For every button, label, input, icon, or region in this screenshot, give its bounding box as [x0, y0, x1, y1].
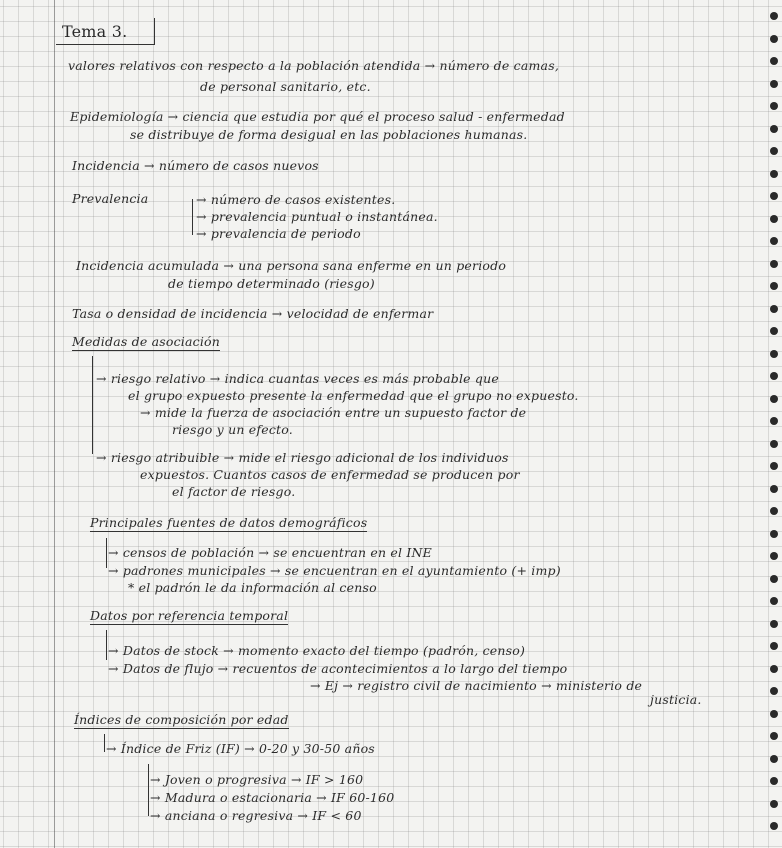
binding-hole: [770, 777, 778, 785]
note-line: → padrones municipales → se encuentran en el ayuntamiento (+ imp): [108, 563, 561, 578]
note-line: Incidencia → número de casos nuevos: [72, 158, 319, 173]
page-title: Tema 3.: [62, 22, 128, 41]
note-line: → prevalencia puntual o instantánea.: [196, 209, 438, 224]
note-line: → Ej → registro civil de nacimiento → ministerio de: [310, 678, 643, 693]
bracket: [106, 538, 107, 568]
binding-hole: [770, 170, 778, 178]
binding-hole: [770, 102, 778, 110]
binding-hole: [770, 372, 778, 380]
binding-hole: [770, 305, 778, 313]
binding-hole: [770, 530, 778, 538]
note-line: el grupo expuesto presente la enfermedad que el grupo no expuesto.: [128, 388, 579, 403]
note-line: el factor de riesgo.: [172, 484, 296, 499]
binding-hole: [770, 462, 778, 470]
binding-hole: [770, 350, 778, 358]
note-line: → riesgo relativo → indica cuantas veces es más probable que: [96, 371, 499, 386]
binding-hole: [770, 260, 778, 268]
note-line: → Datos de stock → momento exacto del tiempo (padrón, censo): [108, 643, 526, 658]
note-line: se distribuye de forma desigual en las poblaciones humanas.: [130, 127, 528, 142]
binding-hole: [770, 485, 778, 493]
note-line: → prevalencia de periodo: [196, 226, 361, 241]
note-line: → censos de población → se encuentran en el INE: [108, 545, 432, 560]
binding-hole: [770, 642, 778, 650]
section-heading: Principales fuentes de datos demográficos: [90, 515, 368, 530]
binding-hole: [770, 215, 778, 223]
binding-hole: [770, 327, 778, 335]
note-line: * el padrón le da información al censo: [128, 580, 377, 595]
margin-line: [54, 0, 55, 848]
binding-hole: [770, 800, 778, 808]
bracket: [92, 356, 93, 454]
note-line: Tasa o densidad de incidencia → velocidad de enfermar: [72, 306, 434, 321]
binding-hole: [770, 282, 778, 290]
note-line: Incidencia acumulada → una persona sana enferme en un periodo: [76, 258, 507, 273]
binding-hole: [770, 620, 778, 628]
note-line: justicia.: [650, 692, 702, 707]
note-line: Epidemiología → ciencia que estudia por qué el proceso salud - enfermedad: [70, 109, 565, 124]
binding-hole: [770, 732, 778, 740]
note-line: → Índice de Friz (IF) → 0-20 y 30-50 años: [106, 741, 375, 756]
binding-hole: [770, 35, 778, 43]
note-line: → Joven o progresiva → IF > 160: [150, 772, 364, 787]
note-line: de tiempo determinado (riesgo): [168, 276, 375, 291]
bracket: [148, 764, 149, 816]
bracket: [192, 199, 193, 235]
binding-hole: [770, 687, 778, 695]
binding-hole: [770, 710, 778, 718]
binding-hole: [770, 192, 778, 200]
bracket: [106, 630, 107, 660]
binding-hole: [770, 440, 778, 448]
note-line: → anciana o regresiva → IF < 60: [150, 808, 362, 823]
binding-hole: [770, 552, 778, 560]
binding-hole: [770, 507, 778, 515]
note-line: riesgo y un efecto.: [172, 422, 293, 437]
note-line: → riesgo atribuible → mide el riesgo adicional de los individuos: [96, 450, 509, 465]
binding-hole: [770, 80, 778, 88]
binding-hole: [770, 57, 778, 65]
note-line: → mide la fuerza de asociación entre un supuesto factor de: [140, 405, 527, 420]
note-line: valores relativos con respecto a la población atendida → número de camas,: [68, 58, 559, 73]
binding-hole: [770, 125, 778, 133]
note-line: de personal sanitario, etc.: [200, 79, 371, 94]
spiral-holes: [762, 0, 782, 848]
section-heading: Índices de composición por edad: [74, 712, 289, 727]
binding-hole: [770, 665, 778, 673]
binding-hole: [770, 417, 778, 425]
section-heading: Medidas de asociación: [72, 334, 221, 349]
binding-hole: [770, 597, 778, 605]
binding-hole: [770, 12, 778, 20]
note-line: expuestos. Cuantos casos de enfermedad se producen por: [140, 467, 520, 482]
binding-hole: [770, 575, 778, 583]
binding-hole: [770, 237, 778, 245]
note-line: → Datos de flujo → recuentos de acontecimientos a lo largo del tiempo: [108, 661, 568, 676]
binding-hole: [770, 822, 778, 830]
binding-hole: [770, 147, 778, 155]
binding-hole: [770, 755, 778, 763]
bracket: [104, 734, 105, 752]
note-line: → número de casos existentes.: [196, 192, 396, 207]
section-heading: Datos por referencia temporal: [90, 608, 289, 623]
note-line: → Madura o estacionaria → IF 60-160: [150, 790, 395, 805]
binding-hole: [770, 395, 778, 403]
note-line: Prevalencia: [72, 191, 149, 206]
